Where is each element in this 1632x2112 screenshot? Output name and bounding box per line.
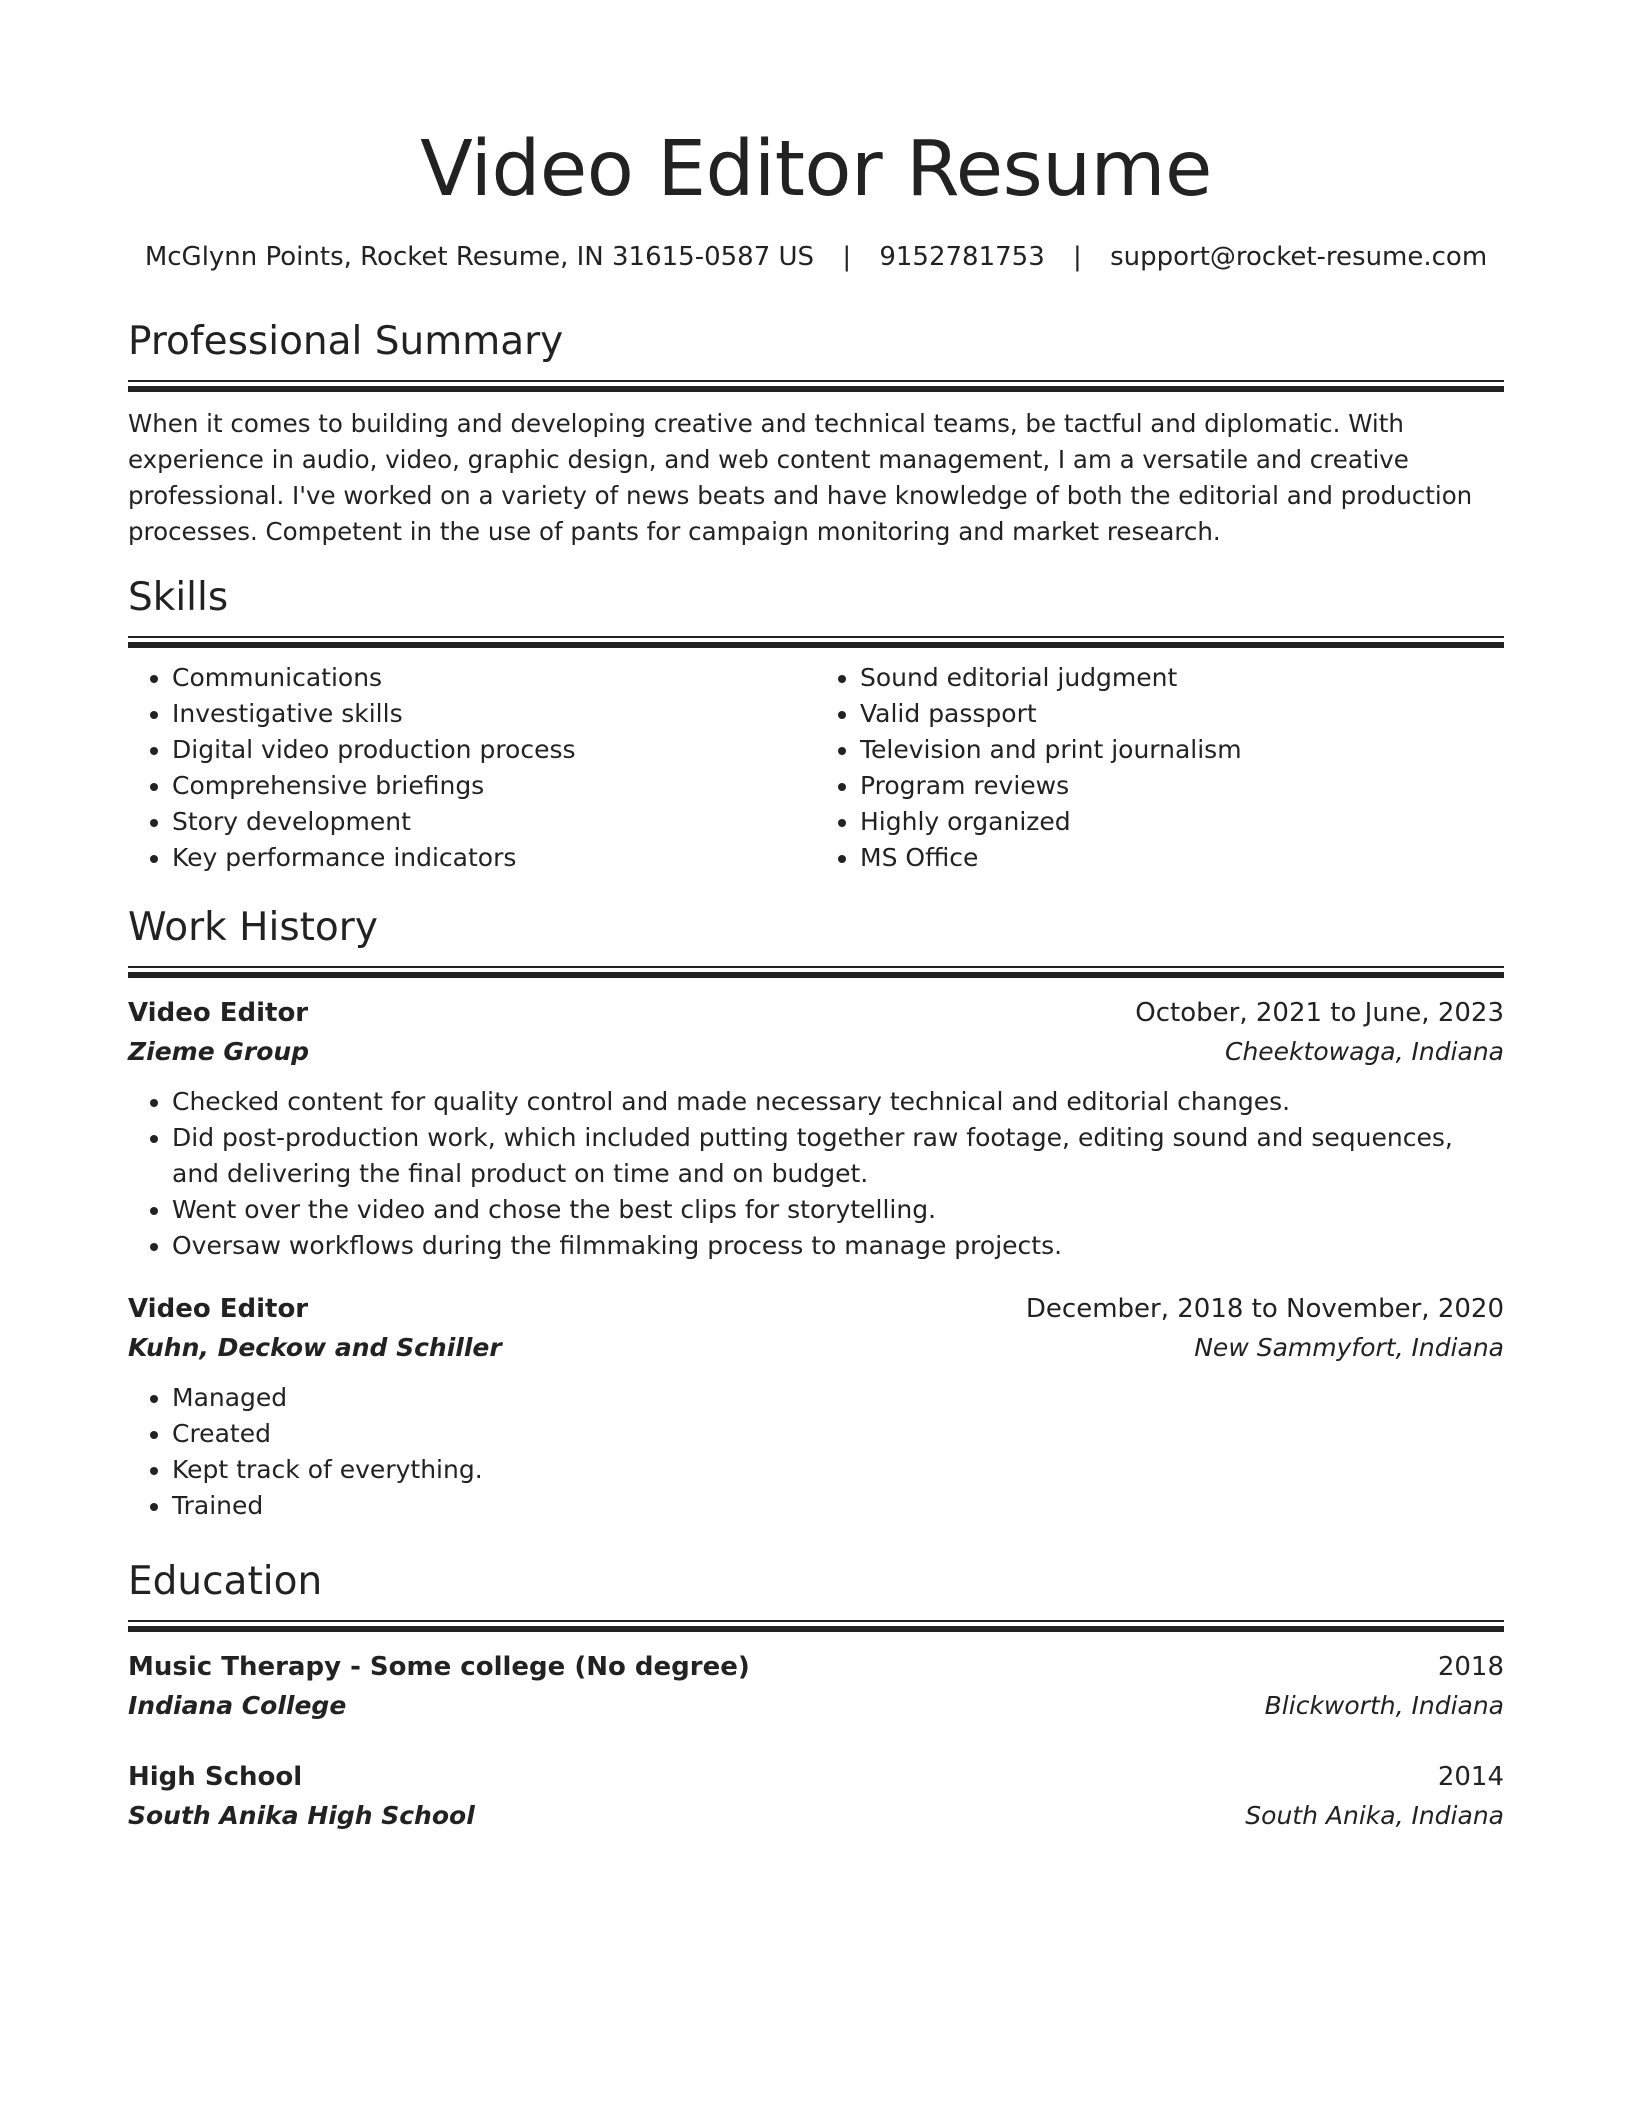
job-entry bbox=[128, 994, 1504, 1264]
skill-item: • Highly organized bbox=[860, 804, 1504, 840]
education-header bbox=[128, 1758, 1504, 1796]
contact-address: McGlynn Points, Rocket Resume, IN 31615-0587 US bbox=[144, 242, 815, 272]
skills-heading: Skills bbox=[128, 575, 229, 620]
job-location: New Sammyfort, Indiana bbox=[1194, 1333, 1504, 1362]
job-employer: Zieme Group bbox=[128, 1037, 310, 1066]
skills-list-right bbox=[816, 660, 1504, 876]
education-school: Indiana College bbox=[128, 1691, 347, 1720]
skill-item: • Story development bbox=[172, 804, 816, 840]
contact-phone: 9152781753 bbox=[879, 242, 1045, 272]
summary-section bbox=[128, 318, 1504, 550]
section-divider bbox=[128, 380, 1504, 394]
skill-item: • Comprehensive briefings bbox=[172, 768, 816, 804]
skill-item: • Program reviews bbox=[860, 768, 1504, 804]
summary-text: When it comes to building and developing creative and technical teams, be tactful and diplomatic. With experience in audio, video, graphic design, and web content management, I am a versatile and creative professional. I've worked on a variety of news beats and have knowledge of both the editorial and production processes. Competent in the use of pants for campaign monitoring and market research. bbox=[128, 409, 1473, 546]
work-section bbox=[128, 904, 1504, 1524]
job-bullet: • Created bbox=[172, 1416, 1504, 1452]
education-entry bbox=[128, 1648, 1504, 1726]
contact-line bbox=[128, 240, 1504, 274]
job-dates: December, 2018 to November, 2020 bbox=[1025, 1294, 1504, 1324]
skill-item: • Investigative skills bbox=[172, 696, 816, 732]
skill-item: • Valid passport bbox=[860, 696, 1504, 732]
job-bullets bbox=[128, 1084, 1504, 1264]
contact-separator: | bbox=[1073, 242, 1082, 272]
job-employer: Kuhn, Deckow and Schiller bbox=[128, 1333, 502, 1362]
work-heading: Work History bbox=[128, 905, 378, 950]
skills-columns bbox=[128, 660, 1504, 876]
education-entry bbox=[128, 1758, 1504, 1836]
skill-item: • Key performance indicators bbox=[172, 840, 816, 876]
job-bullet: • Checked content for quality control and made necessary technical and editorial changes. bbox=[172, 1084, 1504, 1120]
contact-email: support@rocket-resume.com bbox=[1110, 242, 1488, 272]
skill-item: • Television and print journalism bbox=[860, 732, 1504, 768]
job-bullet: • Did post-production work, which included putting together raw footage, editing sound and sequences, and delivering the final product on time and on budget. bbox=[172, 1120, 1504, 1192]
skill-item: • Sound editorial judgment bbox=[860, 660, 1504, 696]
job-header bbox=[128, 1290, 1504, 1328]
skill-item: • MS Office bbox=[860, 840, 1504, 876]
summary-heading: Professional Summary bbox=[128, 319, 564, 364]
section-divider bbox=[128, 1620, 1504, 1634]
job-employer-row bbox=[128, 1328, 1504, 1368]
skills-section bbox=[128, 574, 1504, 876]
education-location: South Anika, Indiana bbox=[1245, 1801, 1504, 1830]
education-school: South Anika High School bbox=[128, 1801, 475, 1830]
education-section bbox=[128, 1558, 1504, 1836]
job-bullets bbox=[128, 1380, 1504, 1524]
job-entry bbox=[128, 1290, 1504, 1524]
job-location: Cheektowaga, Indiana bbox=[1224, 1037, 1504, 1066]
education-heading: Education bbox=[128, 1559, 323, 1604]
job-dates: October, 2021 to June, 2023 bbox=[1135, 998, 1504, 1028]
contact-separator: | bbox=[842, 242, 852, 272]
job-header bbox=[128, 994, 1504, 1032]
job-bullet: • Trained bbox=[172, 1488, 1504, 1524]
skill-item: • Communications bbox=[172, 660, 816, 696]
education-location: Blickworth, Indiana bbox=[1264, 1691, 1504, 1720]
section-divider bbox=[128, 636, 1504, 650]
education-school-row bbox=[128, 1796, 1504, 1836]
skills-list-left bbox=[128, 660, 816, 876]
job-title: Video Editor bbox=[128, 1294, 309, 1324]
education-school-row bbox=[128, 1686, 1504, 1726]
resume-title: Video Editor Resume bbox=[420, 125, 1212, 214]
job-bullet: • Oversaw workflows during the filmmaking process to manage projects. bbox=[172, 1228, 1504, 1264]
job-bullet: • Managed bbox=[172, 1380, 1504, 1416]
job-title: Video Editor bbox=[128, 998, 309, 1028]
education-degree: Music Therapy - Some college (No degree) bbox=[128, 1652, 750, 1682]
job-employer-row bbox=[128, 1032, 1504, 1072]
education-year: 2014 bbox=[1437, 1762, 1504, 1792]
section-divider bbox=[128, 966, 1504, 980]
job-bullet: • Kept track of everything. bbox=[172, 1452, 1504, 1488]
job-bullet: • Went over the video and chose the best clips for storytelling. bbox=[172, 1192, 1504, 1228]
education-year: 2018 bbox=[1437, 1652, 1504, 1682]
skill-item: • Digital video production process bbox=[172, 732, 816, 768]
education-header bbox=[128, 1648, 1504, 1686]
education-degree: High School bbox=[128, 1762, 303, 1792]
